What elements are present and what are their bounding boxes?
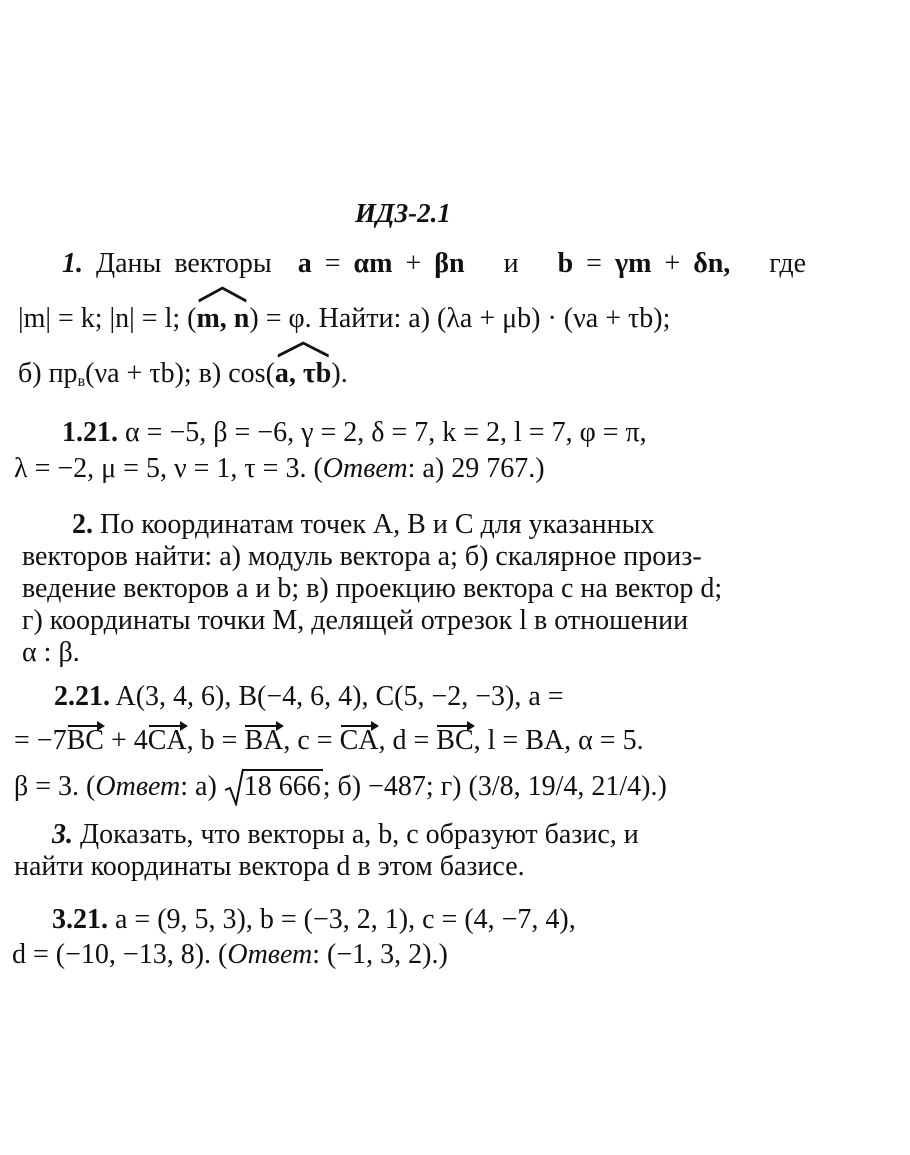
problem-2-line-4: г) координаты точки M, делящей отрезок l в отношении	[22, 605, 689, 636]
variant-3-21-line-1: 3.21. a = (9, 5, 3), b = (−3, 2, 1), c = (4, −7, 4),	[52, 904, 576, 935]
variant-3-21-number: 3.21.	[52, 904, 108, 935]
variant-2-21-line-1: 2.21. A(3, 4, 6), B(−4, 6, 4), C(5, −2, −3), a =	[54, 681, 564, 712]
vector-arrow-ba: BA	[244, 725, 284, 756]
vector-arrow-ca: CA	[147, 725, 187, 756]
problem-2-line-3: ведение векторов a и b; в) проекцию вектора c на вектор d;	[22, 573, 723, 604]
problem-3-line-1: 3. Доказать, что векторы a, b, c образуют базис, и	[52, 819, 639, 850]
problem-1-line-1: 1. Даны векторы a = αm + βn и b = γm + δn, где	[62, 248, 807, 279]
variant-1-21-number: 1.21.	[62, 417, 118, 448]
variant-2-21-line-2: = −7BC + 4CA, b = BA, c = CA, d = BC, l = BA, α = 5.	[14, 725, 644, 756]
problem-2-line-5: α : β.	[22, 637, 80, 668]
page-title: ИДЗ-2.1	[355, 198, 451, 228]
variant-3-21-line-2: d = (−10, −13, 8). (Ответ: (−1, 3, 2).)	[12, 939, 448, 970]
problem-3-number: 3.	[52, 819, 73, 850]
variant-1-21-line-1: 1.21. α = −5, β = −6, γ = 2, δ = 7, k = 2, l = 7, φ = π,	[62, 417, 647, 448]
problem-3-line-2: найти координаты вектора d в этом базисе.	[14, 851, 525, 882]
square-root-sign: 18 666	[224, 770, 323, 804]
problem-1-line-3: б) $пр_в(\nu a + \tau b)$; в) cos( a, τb).	[18, 357, 348, 399]
variant-2-21-line-3: β = 3. (Ответ: а) 18 666; б) −487; г) (3/8, 19/4, 21/4).)	[14, 771, 667, 802]
angle-hat-a-tb: a, τb	[275, 357, 331, 391]
variant-1-21-line-2: λ = −2, μ = 5, ν = 1, τ = 3. (Ответ: а) 29 767.)	[14, 453, 545, 484]
angle-hat-mn: m, n	[196, 302, 249, 336]
vector-arrow-bc: BC	[436, 725, 474, 756]
problem-1-number: 1.	[62, 248, 83, 279]
problem-2-line-2: векторов найти: а) модуль вектора a; б) скалярное произ-	[22, 541, 702, 572]
variant-2-21-number: 2.21.	[54, 681, 110, 712]
vector-arrow-ca: CA	[339, 725, 379, 756]
problem-2-number: 2.	[72, 509, 93, 540]
problem-2-line-1: 2. По координатам точек A, B и C для указанных	[72, 509, 655, 540]
vector-arrow-bc: BC	[66, 725, 104, 756]
problem-1-line-2: |m| = k; |n| = l; ( m, n) = φ. Найти: а) (λa + μb) · (νa + τb);	[18, 302, 670, 336]
